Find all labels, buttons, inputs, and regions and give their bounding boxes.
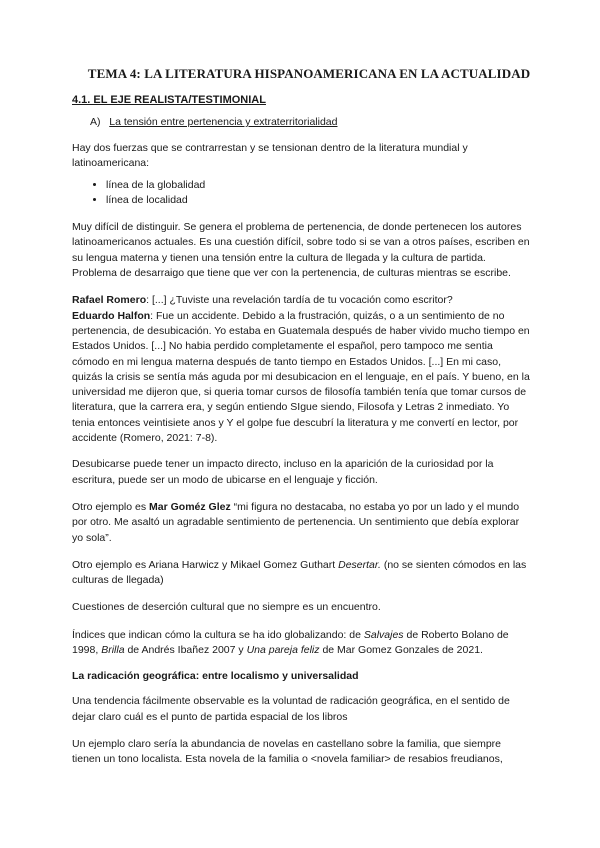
paragraph-globalization xyxy=(72,628,532,659)
text-run: de Mar Gomez Gonzales de 2021. xyxy=(319,644,483,657)
work-title: Desertar. xyxy=(338,558,381,571)
paragraph-forces: Hay dos fuerzas que se contrarrestan y se tensionan dentro de la literatura mundial y latinoamericana: xyxy=(72,142,468,170)
subsection-title: La tensión entre pertenencia y extraterritorialidad xyxy=(109,116,338,128)
interview-dialogue xyxy=(72,293,532,446)
paragraph-example-harwicz xyxy=(72,558,532,589)
paragraph-tendency: Una tendencia fácilmente observable es la voluntad de radicación geográfica, en el sentido de dejar claro cuál es el punto de partida espacial de los libros xyxy=(72,695,510,723)
work-title: Brilla xyxy=(101,644,125,657)
work-title: Salvajes xyxy=(363,628,404,641)
text-run: Índices que indican cómo la cultura se ha ido globalizando: de xyxy=(72,628,364,641)
subsection-heading xyxy=(90,116,532,128)
paragraph-displacement: Desubicarse puede tener un impacto directo, incluso en la aparición de la curiosidad por la escritura, puede ser un modo de ubicarse en el lenguaje y ficción. xyxy=(72,458,494,486)
section-heading: 4.1. EL EJE REALISTA/TESTIMONIAL xyxy=(72,94,266,106)
paragraph-family-novel: Un ejemplo claro sería la abundancia de novelas en castellano sobre la familia, que siempre tienen un tono localista. Esta novela de la familia o <novela familiar> de resabios freudianos, xyxy=(72,737,503,766)
interviewee-name: Eduardo Halfon xyxy=(72,309,151,322)
example-intro: Otro ejemplo es xyxy=(72,500,150,513)
bullet-list xyxy=(72,178,532,209)
work-title: Una pareja feliz xyxy=(246,644,320,657)
paragraph-belonging: Muy difícil de distinguir. Se genera el problema de pertenencia, de donde pertenecen los autores latinoamericanos actuales. Es una cuestión difícil, sobre todo si se van a otros países, escriben en su lengua materna y tienen una tensión entre la cultura de llegada y la cultura de partida. Problema de desarraigo que tiene que ver con la pertenencia, de culturas mientras se escribe. xyxy=(72,221,530,280)
document-page xyxy=(72,66,532,780)
paragraph-example-gomez xyxy=(72,500,532,546)
text-run: de Roberto Bolano de 1998, xyxy=(72,628,509,657)
interviewee-answer: : Fue un accidente. Debido a la frustración, quizás, o a un sentimiento de no pertenencia, de desubicación. Yo estaba en Guatemala después de haber vivido mucho tiempo en Estados Unidos. [...] No habia perdido completamente el español, pero tampoco me sentia cómodo en mi lengua materna después de tanto tiempo en Estados Unidos. [...] En mi caso, quizás la crisis se sentía más aguda por mi desubicacion en el lenguaje, en el país. Y bueno, en la universidad me dijeron que, si queria tomar cursos de filosofía también tenía que tomar cursos de literatura, que la carrera era, y según entiendo SIgue siendo, Filosofa y Letras 2 inmediato. Yo tenia entonces veintisiete anos y Y el golpe fue descubrí la literatura y me convertí en lector, por accidente (Romero, 2021: 7-8). xyxy=(72,309,530,445)
page-title: TEMA 4: LA LITERATURA HISPANOAMERICANA EN LA ACTUALIDAD xyxy=(87,66,531,81)
subsection-letter: A) xyxy=(90,116,101,128)
list-item: • línea de la globalidad xyxy=(106,178,532,193)
author-quote: “mi figura no destacaba, no estaba yo por un lado y el mundo por otro. Me asaltó un agradable sentimiento de pertenencia. Un sentimiento que debía explorar yo sola”. xyxy=(72,500,520,544)
example-note: (no se sienten cómodos en las culturas de llegada) xyxy=(72,558,527,587)
author-name: Mar Goméz Glez xyxy=(149,500,231,513)
interviewer-name: Rafael Romero xyxy=(72,294,147,307)
example-intro: Otro ejemplo es Ariana Harwicz y Mikael Gomez Guthart xyxy=(72,558,339,571)
text-run: de Andrés Ibañez 2007 y xyxy=(124,644,247,657)
list-item: • línea de localidad xyxy=(106,193,532,208)
subheading-radicacion: La radicación geográfica: entre localismo y universalidad xyxy=(72,670,359,683)
interviewer-question: : [...] ¿Tuviste una revelación tardía de tu vocación como escritor? xyxy=(146,294,453,307)
paragraph-desertion: Cuestiones de deserción cultural que no siempre es un encuentro. xyxy=(72,601,381,614)
